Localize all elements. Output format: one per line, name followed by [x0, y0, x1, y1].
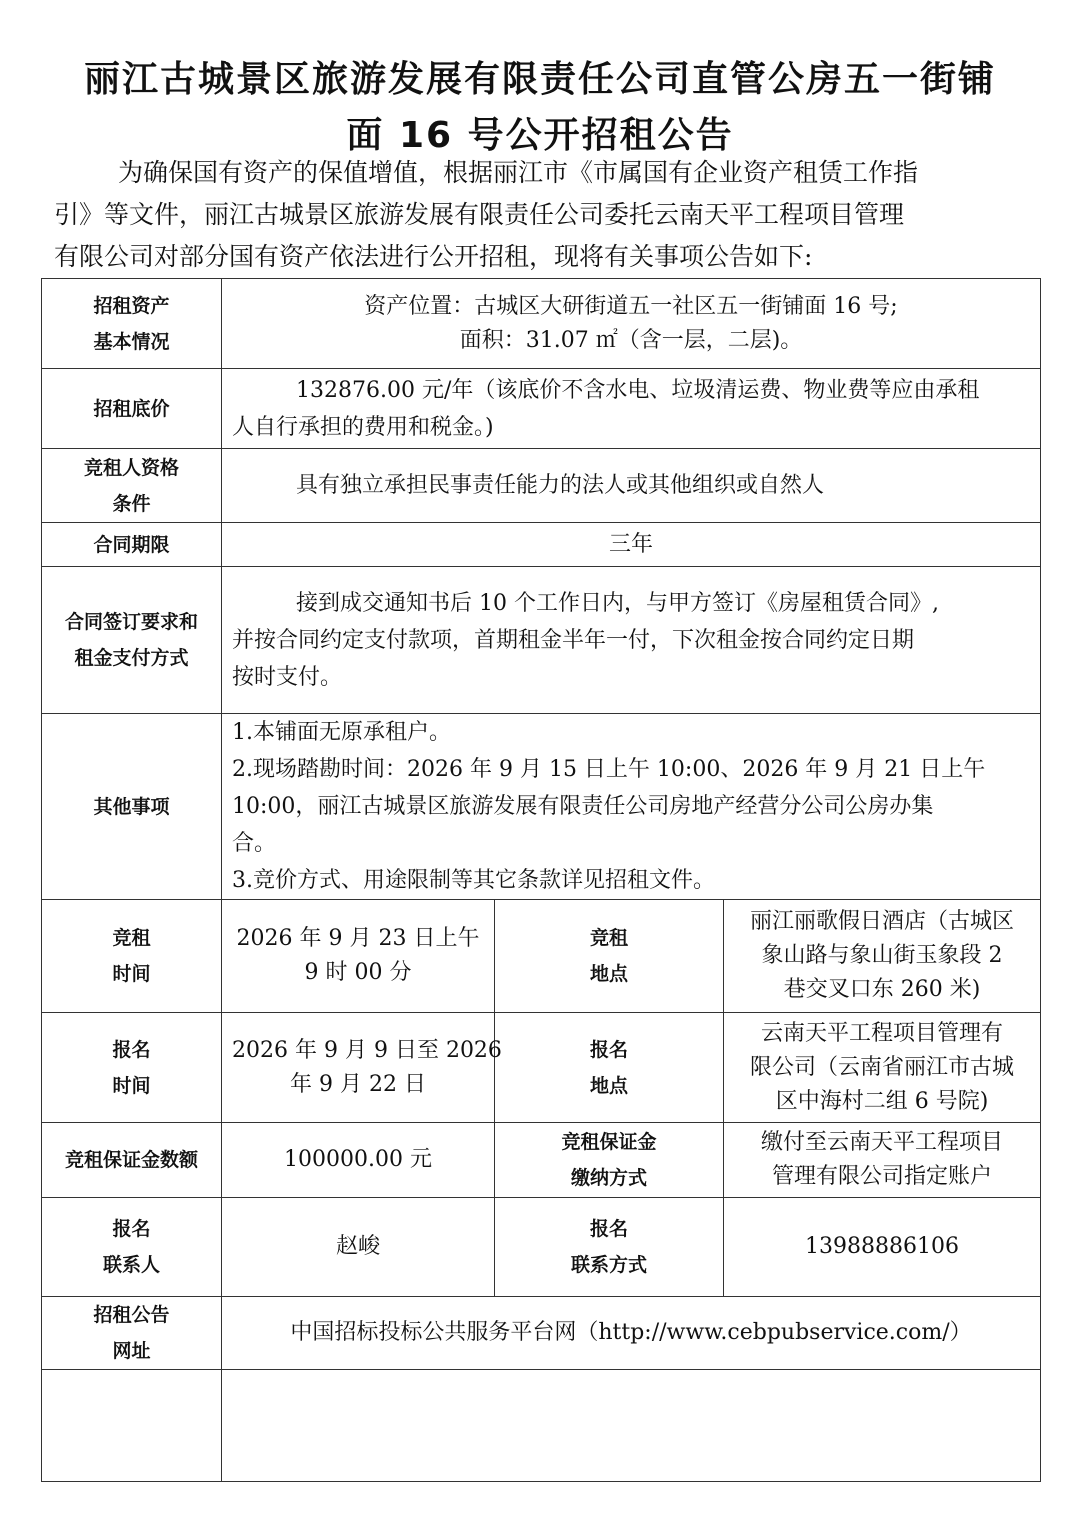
value-other — [222, 714, 1041, 900]
label-contract-l2: 租金支付方式 — [74, 647, 189, 669]
label-reg-time-l1: 报名 — [112, 1038, 151, 1061]
label-asset — [42, 279, 222, 369]
price-line-2: 人自行承担的费用和税金。) — [232, 414, 494, 440]
label-bid-place-l1: 竞租 — [589, 927, 628, 949]
label-website-l1: 招租公告 — [93, 1304, 170, 1326]
empty-label-cell — [42, 1370, 222, 1482]
reg-place-line-2: 限公司（云南省丽江市古城 — [750, 1054, 1015, 1080]
label-price: 招租底价 — [42, 369, 222, 449]
value-reg-place — [724, 1013, 1041, 1123]
other-line-5: 3.竞价方式、用途限制等其它条款详见招租文件。 — [232, 868, 715, 893]
value-deposit-method — [724, 1123, 1041, 1198]
title-line-1: 丽江古城景区旅游发展有限责任公司直管公房五一街铺 — [83, 59, 996, 100]
value-contact: 赵峻 — [222, 1198, 495, 1297]
row-price — [42, 369, 1041, 449]
label-reg-place-l1: 报名 — [589, 1038, 628, 1061]
announcement-title — [40, 52, 1040, 164]
label-qualification-l2: 条件 — [112, 492, 151, 515]
value-website — [222, 1297, 1041, 1370]
label-asset-l1: 招租资产 — [93, 294, 170, 317]
deposit-method-line-2: 管理有限公司指定账户 — [772, 1164, 993, 1189]
row-asset — [42, 279, 1041, 369]
value-reg-time — [222, 1013, 502, 1123]
label-phone — [495, 1198, 724, 1297]
label-bid-time — [42, 900, 222, 1013]
label-website-l2: 网址 — [112, 1340, 151, 1362]
row-qualification — [42, 449, 1041, 523]
reg-place-line-3: 区中海村二组 6 号院) — [775, 1088, 989, 1114]
reg-place-line-1: 云南天平工程项目管理有 — [761, 1020, 1004, 1046]
label-reg-time-l2: 时间 — [112, 1074, 151, 1097]
contract-line-2: 并按合同约定支付款项，首期租金半年一付，下次租金按合同约定日期 — [232, 627, 915, 653]
value-bid-place — [724, 900, 1041, 1013]
label-contact-l1: 报名 — [112, 1218, 151, 1240]
value-price — [222, 369, 1041, 449]
value-deposit: 100000.00 元 — [222, 1123, 495, 1198]
value-contract — [222, 567, 1041, 714]
other-line-3: 10:00，丽江古城景区旅游发展有限责任公司房地产经营分公司公房办集 — [232, 794, 934, 819]
label-term: 合同期限 — [42, 523, 222, 567]
value-asset — [222, 279, 1041, 369]
label-qualification — [42, 449, 222, 523]
other-line-4: 合。 — [232, 831, 277, 856]
row-contact — [42, 1198, 1041, 1297]
label-contact-l2: 联系人 — [102, 1254, 160, 1276]
other-line-1: 1.本铺面无原承租户。 — [232, 720, 451, 745]
reg-time-line-1: 2026 年 9 月 9 日至 2026 — [232, 1037, 502, 1063]
value-qualification: 具有独立承担民事责任能力的法人或其他组织或自然人 — [222, 449, 1041, 523]
label-website — [42, 1297, 222, 1370]
label-asset-l2: 基本情况 — [93, 330, 170, 353]
row-contract — [42, 567, 1041, 714]
row-other — [42, 714, 1041, 900]
reg-time-line-2: 年 9 月 22 日 — [290, 1071, 426, 1097]
intro-line-1: 为确保国有资产的保值增值，根据丽江市《市属国有企业资产租赁工作指 — [118, 158, 919, 187]
price-line-1: 132876.00 元/年（该底价不含水电、垃圾清运费、物业费等应由承租 — [296, 377, 980, 403]
empty-value-cell — [222, 1370, 1041, 1482]
label-bid-place-l2: 地点 — [589, 963, 628, 985]
intro-line-2: 引》等文件，丽江古城景区旅游发展有限责任公司委托云南天平工程项目管理 — [54, 200, 905, 229]
website-link[interactable]: 中国招标投标公共服务平台网（http://www.cebpubservice.com/） — [290, 1320, 972, 1345]
row-registration — [42, 1013, 1041, 1123]
rental-info-table — [41, 278, 1041, 1482]
label-contract-l1: 合同签订要求和 — [64, 611, 198, 633]
label-phone-l1: 报名 — [589, 1218, 628, 1240]
label-bid-time-l1: 竞租 — [112, 927, 151, 949]
label-deposit-method — [495, 1123, 724, 1198]
asset-area: 面积：31.07 ㎡（含一层，二层)。 — [459, 327, 803, 353]
label-contract — [42, 567, 222, 714]
row-bid — [42, 900, 1041, 1013]
label-deposit: 竞租保证金数额 — [42, 1123, 222, 1198]
label-bid-place — [495, 900, 724, 1013]
contract-line-1: 接到成交通知书后 10 个工作日内，与甲方签订《房屋租赁合同》, — [296, 590, 939, 616]
bid-place-line-1: 丽江丽歌假日酒店（古城区 — [750, 909, 1015, 934]
bid-time-line-2: 9 时 00 分 — [304, 960, 412, 985]
bid-place-line-2: 象山路与象山街玉象段 2 — [761, 943, 1003, 968]
label-phone-l2: 联系方式 — [570, 1254, 647, 1276]
row-term — [42, 523, 1041, 567]
contract-line-3: 按时支付。 — [232, 664, 343, 690]
value-term: 三年 — [222, 523, 1041, 567]
label-reg-place-l2: 地点 — [589, 1074, 628, 1097]
deposit-method-line-1: 缴付至云南天平工程项目 — [761, 1130, 1004, 1155]
asset-location: 资产位置：古城区大研街道五一社区五一街铺面 16 号; — [364, 293, 898, 319]
row-empty — [42, 1370, 1041, 1482]
intro-paragraph — [54, 152, 1034, 278]
title-line-2: 面 16 号公开招租公告 — [346, 115, 734, 156]
row-deposit — [42, 1123, 1041, 1198]
bid-time-line-1: 2026 年 9 月 23 日上午 — [236, 926, 480, 951]
label-other: 其他事项 — [42, 714, 222, 900]
row-website — [42, 1297, 1041, 1370]
label-qualification-l1: 竞租人资格 — [83, 456, 179, 479]
value-phone: 13988886106 — [724, 1198, 1041, 1297]
label-reg-place — [495, 1013, 724, 1123]
bid-place-line-3: 巷交叉口东 260 米) — [783, 977, 981, 1002]
intro-line-3: 有限公司对部分国有资产依法进行公开招租，现将有关事项公告如下: — [54, 242, 813, 271]
label-bid-time-l2: 时间 — [112, 963, 151, 985]
label-deposit-method-l2: 缴纳方式 — [570, 1167, 647, 1189]
label-deposit-method-l1: 竞租保证金 — [561, 1131, 657, 1153]
label-reg-time — [42, 1013, 222, 1123]
value-bid-time — [222, 900, 495, 1013]
label-contact — [42, 1198, 222, 1297]
other-line-2: 2.现场踏勘时间：2026 年 9 月 15 日上午 10:00、2026 年 9 月 21 日上午 — [232, 757, 986, 782]
